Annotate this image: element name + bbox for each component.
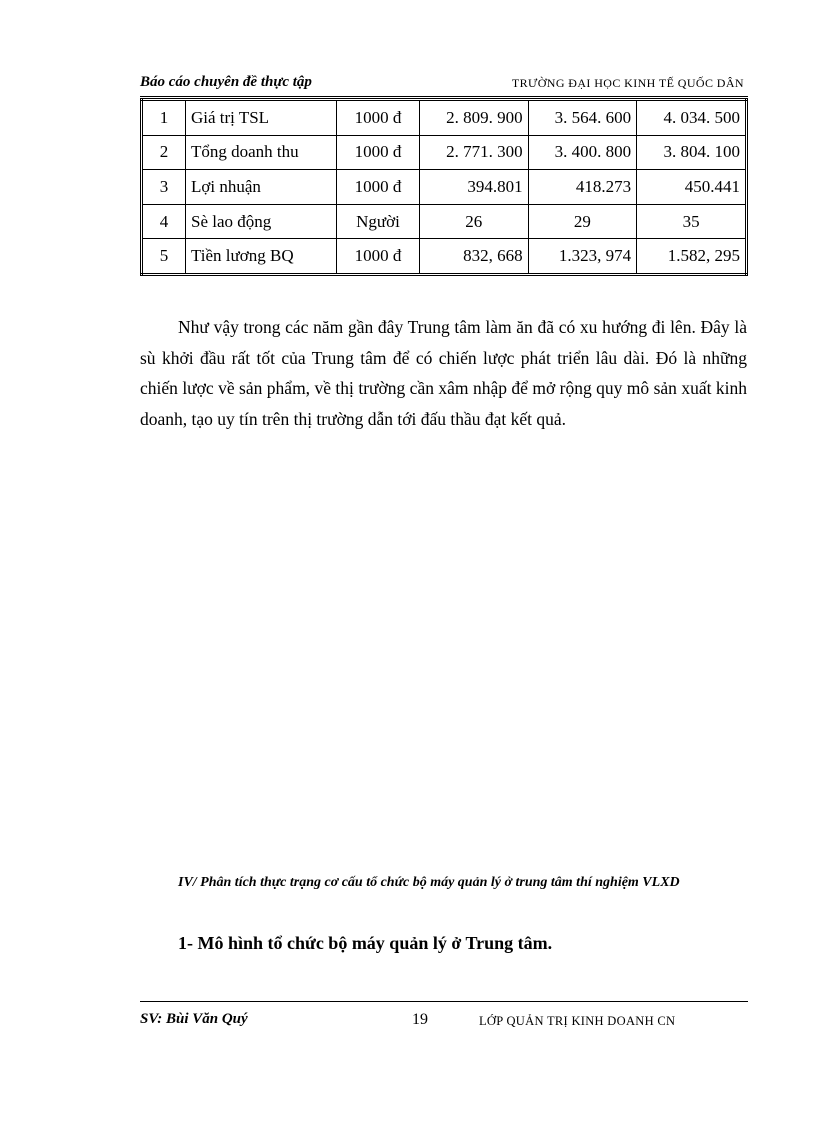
value-cell: 26 (420, 204, 529, 239)
unit-cell: 1000 đ (337, 239, 420, 275)
table-row (142, 100, 747, 136)
unit-cell: Người (337, 204, 420, 239)
row-number: 3 (142, 170, 186, 205)
value-cell: 3. 564. 600 (528, 100, 637, 136)
value-cell: 418.273 (528, 170, 637, 205)
table-row (142, 204, 747, 239)
student-name: SV: Bùi Văn Quý (140, 1011, 248, 1027)
table-row (142, 170, 747, 205)
value-cell: 832, 668 (420, 239, 529, 275)
body-paragraph: Như vậy trong các năm gần đây Trung tâm làm ăn đã có xu hướng đi lên. Đây là sù khởi đầu rất tốt của Trung tâm để có chiến lược phát triển lâu dài. Đó là những chiến lược về sản phẩm, về thị trường cần xâm nhập để mở rộng quy mô sản xuất kinh doanh, tạo uy tín trên thị trường dẫn tới đấu thầu đạt kết quả. (140, 317, 747, 429)
university-name: TRƯỜNG ĐẠI HỌC KINH TẾ QUỐC DÂN (511, 76, 744, 90)
value-cell: 29 (528, 204, 637, 239)
value-cell: 1.582, 295 (637, 239, 747, 275)
subsection-title: 1- Mô hình tổ chức bộ máy quản lý ở Trung tâm. (178, 933, 553, 953)
value-cell: 3. 804. 100 (637, 135, 747, 170)
section-title: IV/ Phân tích thực trạng cơ cấu tổ chức bộ máy quản lý ở trung tâm thí nghiệm VLXD (178, 875, 680, 890)
unit-cell: 1000 đ (337, 170, 420, 205)
indicator-name: Giá trị TSL (186, 100, 337, 136)
row-number: 1 (142, 100, 186, 136)
unit-cell: 1000 đ (337, 135, 420, 170)
unit-cell: 1000 đ (337, 100, 420, 136)
indicator-name: Lợi nhuận (186, 170, 337, 205)
table-row (142, 135, 747, 170)
indicator-name: Sè lao động (186, 204, 337, 239)
page-header (140, 74, 748, 97)
class-name: LỚP QUẢN TRỊ KINH DOANH CN (479, 1014, 676, 1028)
row-number: 2 (142, 135, 186, 170)
value-cell: 394.801 (420, 170, 529, 205)
row-number: 5 (142, 239, 186, 275)
footer-divider (140, 1001, 748, 1002)
statistics-table (140, 98, 748, 276)
report-title: Báo cáo chuyên đề thực tập (140, 74, 312, 90)
indicator-name: Tổng doanh thu (186, 135, 337, 170)
value-cell: 2. 809. 900 (420, 100, 529, 136)
indicator-name: Tiền lương BQ (186, 239, 337, 275)
table-row (142, 239, 747, 275)
value-cell: 3. 400. 800 (528, 135, 637, 170)
value-cell: 2. 771. 300 (420, 135, 529, 170)
value-cell: 1.323, 974 (528, 239, 637, 275)
value-cell: 450.441 (637, 170, 747, 205)
value-cell: 35 (637, 204, 747, 239)
value-cell: 4. 034. 500 (637, 100, 747, 136)
row-number: 4 (142, 204, 186, 239)
page-number: 19 (412, 1011, 428, 1028)
